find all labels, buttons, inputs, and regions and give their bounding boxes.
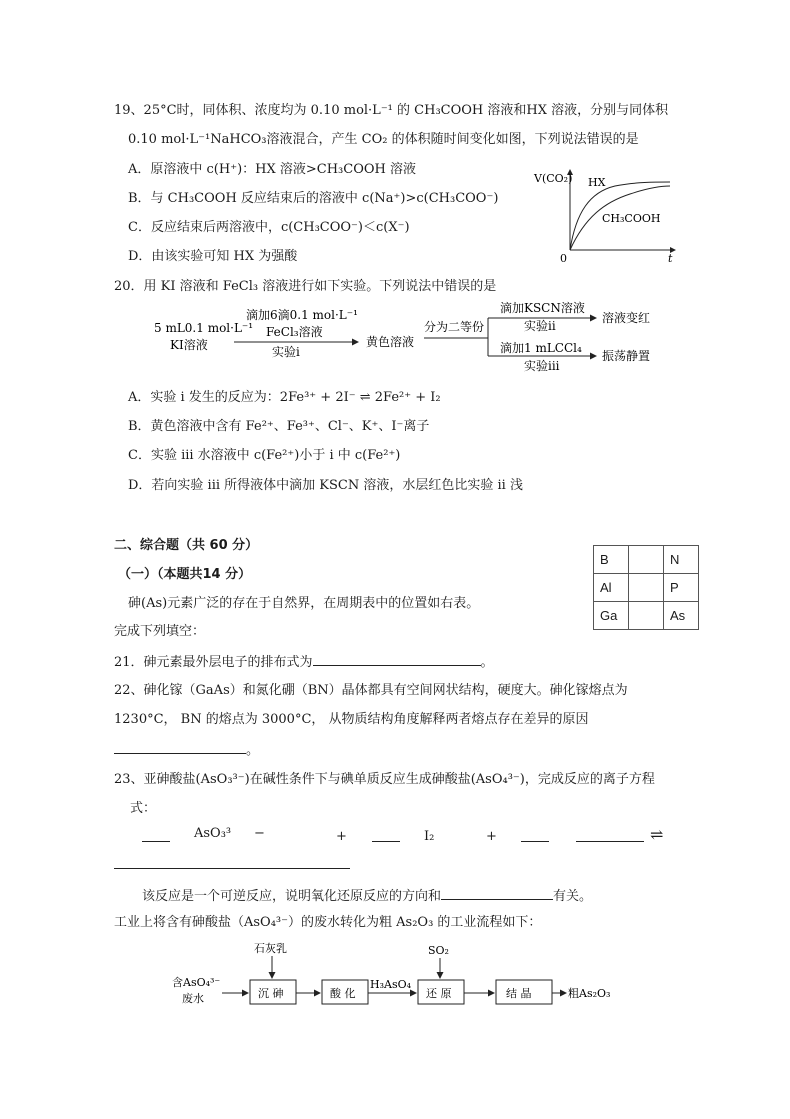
eq-plus-1: + xyxy=(336,829,347,844)
process-step2: 酸 化 xyxy=(330,987,356,1000)
process-input-line2: 废水 xyxy=(182,992,204,1005)
graph-ylabel: V(CO₂) xyxy=(534,172,573,185)
eq-reversible-arrow: ⇌ xyxy=(650,825,664,844)
flow-start-line1: 5 mL0.1 mol·L⁻¹ xyxy=(154,321,254,335)
flow-branch3-bottom: 实验iii xyxy=(524,359,560,373)
section2-part1: （一）（本题共14 分） xyxy=(118,567,252,582)
q22-line1: 22、砷化镓（GaAs）和氮化硼（BN）晶体都具有空间网状结构，硬度大。砷化镓熔点为 xyxy=(114,683,628,698)
flow-yellow-solution: 黄色溶液 xyxy=(366,335,415,349)
q20-stem: 20．用 KI 溶液和 FeCl₃ 溶液进行如下实验。下列说法中错误的是 xyxy=(114,279,497,294)
flow-step1-top2: FeCl₃溶液 xyxy=(266,325,323,339)
process-step3: 还 原 xyxy=(426,987,452,1000)
process-reagent1: 石灰乳 xyxy=(254,942,287,955)
q23-reversible-a: 该反应是一个可逆反应，说明氧化还原反应的方向和 xyxy=(142,889,442,904)
graph-origin: 0 xyxy=(560,252,567,265)
q21-line: 21．砷元素最外层电子的排布式为 。 xyxy=(114,652,494,672)
flow-branch3-result: 振荡静置 xyxy=(602,349,651,363)
q23-reversible-blank[interactable] xyxy=(441,886,553,900)
pt-cell-p: P xyxy=(664,574,699,602)
pt-cell-b: B xyxy=(594,546,629,574)
ki-fecl3-flow-diagram xyxy=(148,300,668,380)
eq-plus-2: + xyxy=(486,829,497,844)
co2-volume-graph xyxy=(530,162,680,267)
pt-cell-empty xyxy=(629,574,664,602)
eq-coef-aso3-blank[interactable] xyxy=(142,828,170,842)
eq-coef-i2-blank[interactable] xyxy=(372,828,400,842)
q20-option-d: D．若向实验 iii 所得液体中滴加 KSCN 溶液，水层红色比实验 ii 浅 xyxy=(128,478,523,493)
flow-branch2-bottom: 实验ii xyxy=(524,319,556,333)
graph-label-hx: HX xyxy=(588,176,606,189)
eq-species-blank[interactable] xyxy=(576,828,644,842)
q19-option-b: B．与 CH₃COOH 反应结束后的溶液中 c(Na⁺)>c(CH₃COO⁻) xyxy=(128,191,499,206)
q21-text: 21．砷元素最外层电子的排布式为 xyxy=(114,655,313,670)
graph-label-ch3cooh: CH₃COOH xyxy=(602,212,661,225)
q22-answer-line: 。 xyxy=(114,740,259,760)
q23-line2: 式： xyxy=(130,801,157,816)
flow-branch2-result: 溶液变红 xyxy=(602,311,651,325)
arsenic-process-flow xyxy=(170,940,630,1015)
eq-aso3: AsO₃³ xyxy=(194,826,232,841)
q22-line2: 1230°C， BN 的熔点为 3000°C， 从物质结构角度解释两者熔点存在差异的原因 xyxy=(114,712,589,727)
q20-option-c: C．实验 iii 水溶液中 c(Fe²⁺)小于 i 中 c(Fe²⁺) xyxy=(128,448,401,463)
eq-minus-sign: − xyxy=(254,826,265,841)
pt-cell-empty xyxy=(629,602,664,630)
process-mid-label: H₃AsO₄ xyxy=(370,978,412,991)
flow-start-line2: KI溶液 xyxy=(170,338,208,352)
process-output: 粗As₂O₃ xyxy=(568,987,611,1000)
pt-cell-n: N xyxy=(664,546,699,574)
pt-cell-empty xyxy=(629,546,664,574)
pt-cell-al: Al xyxy=(594,574,629,602)
section2-heading: 二、综合题（共 60 分） xyxy=(114,538,259,553)
q19-stem-line1: 19、25°C时，同体积、浓度均为 0.10 mol·L⁻¹ 的 CH₃COOH 溶液和HX 溶液，分别与同体积 xyxy=(114,103,669,118)
q21-answer-blank[interactable] xyxy=(313,652,481,666)
process-input-line1: 含AsO₄³⁻ xyxy=(172,976,221,989)
q23-reversible-b: 有关。 xyxy=(553,889,593,904)
pt-cell-ga: Ga xyxy=(594,602,629,630)
flow-step1-bottom: 实验i xyxy=(272,345,300,359)
flow-branch3-top: 滴加1 mLCCl₄ xyxy=(500,341,582,355)
flow-split-label: 分为二等份 xyxy=(424,320,485,334)
q23-line1: 23、亚砷酸盐(AsO₃³⁻)在碱性条件下与碘单质反应生成砷酸盐(AsO₄³⁻)，完成反应的离子方程 xyxy=(114,772,655,787)
process-step4: 结 晶 xyxy=(506,987,532,1000)
q23-reversible-line xyxy=(142,886,592,906)
flow-branch2-top: 滴加KSCN溶液 xyxy=(500,301,585,315)
process-reagent2: SO₂ xyxy=(428,944,449,957)
eq-products-blank[interactable] xyxy=(114,855,350,869)
eq-i2: I₂ xyxy=(424,829,435,844)
q20-option-a: A．实验 i 发生的反应为：2Fe³⁺ + 2I⁻ ⇌ 2Fe²⁺ + I₂ xyxy=(128,390,441,405)
q22-answer-blank[interactable] xyxy=(114,740,246,754)
section2-intro: 砷(As)元素广泛的存在于自然界，在周期表中的位置如右表。 xyxy=(128,596,480,611)
q19-option-a: A．原溶液中 c(H⁺)：HX 溶液>CH₃COOH 溶液 xyxy=(128,162,416,177)
q23-industry-intro: 工业上将含有砷酸盐（AsO₄³⁻）的废水转化为粗 As₂O₃ 的工业流程如下： xyxy=(114,915,542,930)
q19-option-d: D．由该实验可知 HX 为强酸 xyxy=(128,249,298,264)
section2-fill: 完成下列填空： xyxy=(114,624,206,639)
q19-option-c: C．反应结束后两溶液中，c(CH₃COO⁻)＜c(X⁻) xyxy=(128,220,410,235)
periodic-table-fragment xyxy=(593,545,699,630)
eq-coef-3-blank[interactable] xyxy=(521,828,549,842)
flow-step1-top1: 滴加6滴0.1 mol·L⁻¹ xyxy=(246,308,358,322)
process-step1: 沉 砷 xyxy=(258,987,284,1000)
q20-option-b: B．黄色溶液中含有 Fe²⁺、Fe³⁺、Cl⁻、K⁺、I⁻离子 xyxy=(128,419,430,434)
pt-cell-as: As xyxy=(664,602,699,630)
q19-stem-line2: 0.10 mol·L⁻¹NaHCO₃溶液混合，产生 CO₂ 的体积随时间变化如图，下列说法错误的是 xyxy=(128,132,639,147)
graph-xlabel: t xyxy=(668,252,673,265)
